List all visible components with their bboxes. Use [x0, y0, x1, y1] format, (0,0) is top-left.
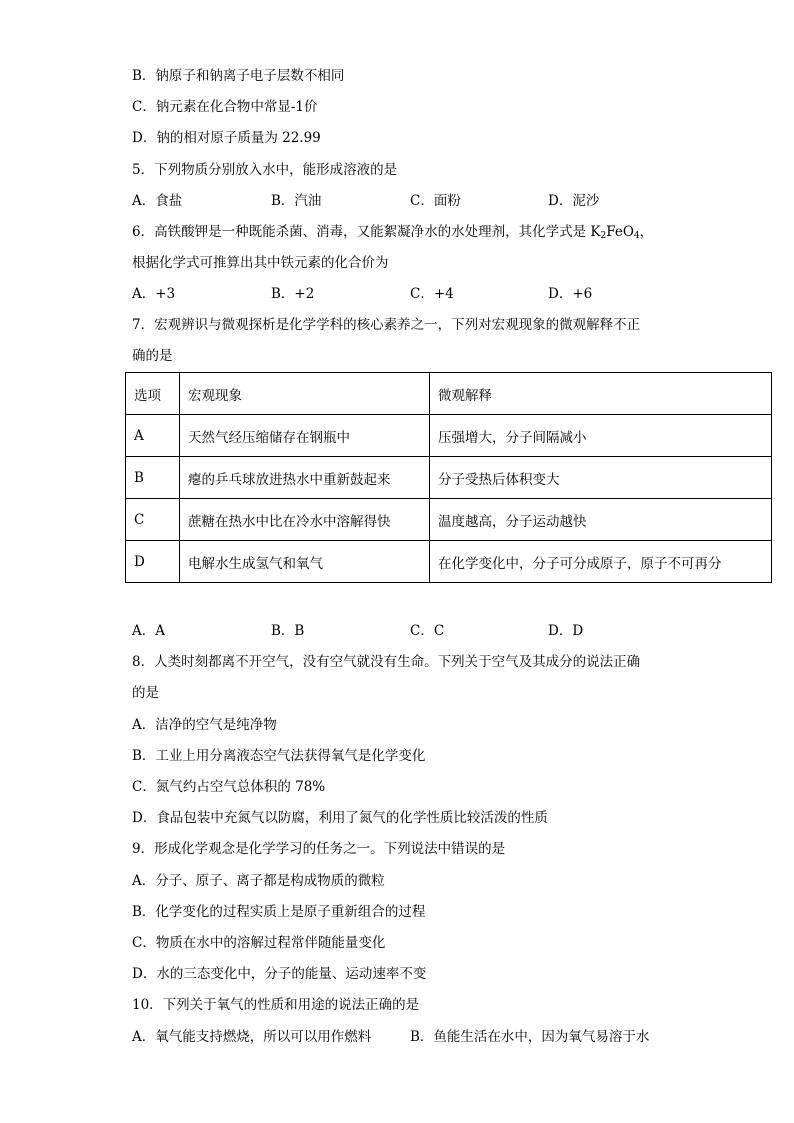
q6-stem-pre: 6．高铁酸钾是一种既能杀菌、消毒，又能絮凝净水的水处理剂，其化学式是 K	[132, 224, 601, 240]
q6-stem-post: ，	[639, 224, 654, 240]
q6-option-a: A．+3	[132, 286, 176, 302]
q5-stem: 5．下列物质分别放入水中，能形成溶液的是	[132, 162, 398, 178]
q6-option-b: B．+2	[271, 286, 315, 302]
header-macro: 宏观现象	[180, 373, 430, 415]
q7-option-b: B．B	[271, 623, 305, 639]
cell-macro: 天然气经压缩储存在钢瓶中	[180, 415, 430, 457]
q8-option-b: B．工业上用分离液态空气法获得氧气是化学变化	[132, 748, 426, 764]
cell-option: A	[126, 415, 180, 457]
q10-stem: 10．下列关于氧气的性质和用途的说法正确的是	[132, 997, 420, 1013]
q9-option-d: D．水的三态变化中，分子的能量、运动速率不变	[132, 966, 427, 982]
q4-option-c: C．钠元素在化合物中常显-1价	[132, 99, 318, 115]
table-header-row	[126, 373, 772, 415]
q5-option-b: B．汽油	[271, 193, 322, 209]
q8-option-d: D．食品包装中充氮气以防腐，利用了氮气的化学性质比较活泼的性质	[132, 810, 548, 826]
q5-option-c: C．面粉	[410, 193, 461, 209]
q9-stem: 9．形成化学观念是化学学习的任务之一。下列说法中错误的是	[132, 841, 506, 857]
cell-macro: 蔗糖在热水中比在冷水中溶解得快	[180, 499, 430, 541]
q5-option-a: A．食盐	[132, 193, 183, 209]
header-micro: 微观解释	[430, 373, 772, 415]
q9-option-c: C．物质在水中的溶解过程常伴随能量变化	[132, 935, 386, 951]
cell-micro: 压强增大，分子间隔减小	[430, 415, 772, 457]
q6-sub2: 4	[633, 231, 640, 241]
q4-option-d: D．钠的相对原子质量为 22.99	[132, 130, 321, 146]
q10-option-a: A．氧气能支持燃烧，所以可以用作燃料	[132, 1029, 372, 1045]
q8-stem-line2: 的是	[132, 685, 159, 701]
q6-stem	[132, 223, 653, 241]
cell-macro: 瘪的乒乓球放进热水中重新鼓起来	[180, 457, 430, 499]
cell-option: C	[126, 499, 180, 541]
cell-micro: 温度越高，分子运动越快	[430, 499, 772, 541]
q8-option-a: A．洁净的空气是纯净物	[132, 717, 277, 733]
q8-option-c: C．氮气约占空气总体积的 78%	[132, 779, 326, 795]
cell-option: B	[126, 457, 180, 499]
q4-option-b: B．钠原子和钠离子电子层数不相同	[132, 68, 345, 84]
q6-option-c: C．+4	[410, 286, 454, 302]
q6-option-d: D．+6	[548, 286, 593, 302]
q7-option-d: D．D	[548, 623, 584, 639]
table-row	[126, 457, 772, 499]
cell-option: D	[126, 541, 180, 583]
q9-option-a: A．分子、原子、离子都是构成物质的微粒	[132, 873, 385, 889]
q7-table	[125, 372, 772, 583]
q6-stem-mid: FeO	[606, 224, 634, 240]
q7-option-a: A．A	[132, 623, 165, 639]
q6-sub1: 2	[600, 231, 607, 241]
cell-micro: 在化学变化中，分子可分成原子，原子不可再分	[430, 541, 772, 583]
table-row	[126, 415, 772, 457]
table-row	[126, 541, 772, 583]
q7-option-c: C．C	[410, 623, 445, 639]
header-option: 选项	[126, 373, 180, 415]
q5-option-d: D．泥沙	[548, 193, 600, 209]
cell-micro: 分子受热后体积变大	[430, 457, 772, 499]
cell-macro: 电解水生成氢气和氧气	[180, 541, 430, 583]
q7-stem: 7．宏观辨识与微观探析是化学学科的核心素养之一，下列对宏观现象的微观解释不正	[132, 317, 641, 333]
q6-stem-line2: 根据化学式可推算出其中铁元素的化合价为	[132, 255, 389, 271]
q9-option-b: B．化学变化的过程实质上是原子重新组合的过程	[132, 904, 426, 920]
q8-stem: 8．人类时刻都离不开空气，没有空气就没有生命。下列关于空气及其成分的说法正确	[132, 654, 641, 670]
q7-stem-line2: 确的是	[132, 348, 173, 364]
table-row	[126, 499, 772, 541]
q10-option-b: B．鱼能生活在水中，因为氧气易溶于水	[410, 1029, 650, 1045]
